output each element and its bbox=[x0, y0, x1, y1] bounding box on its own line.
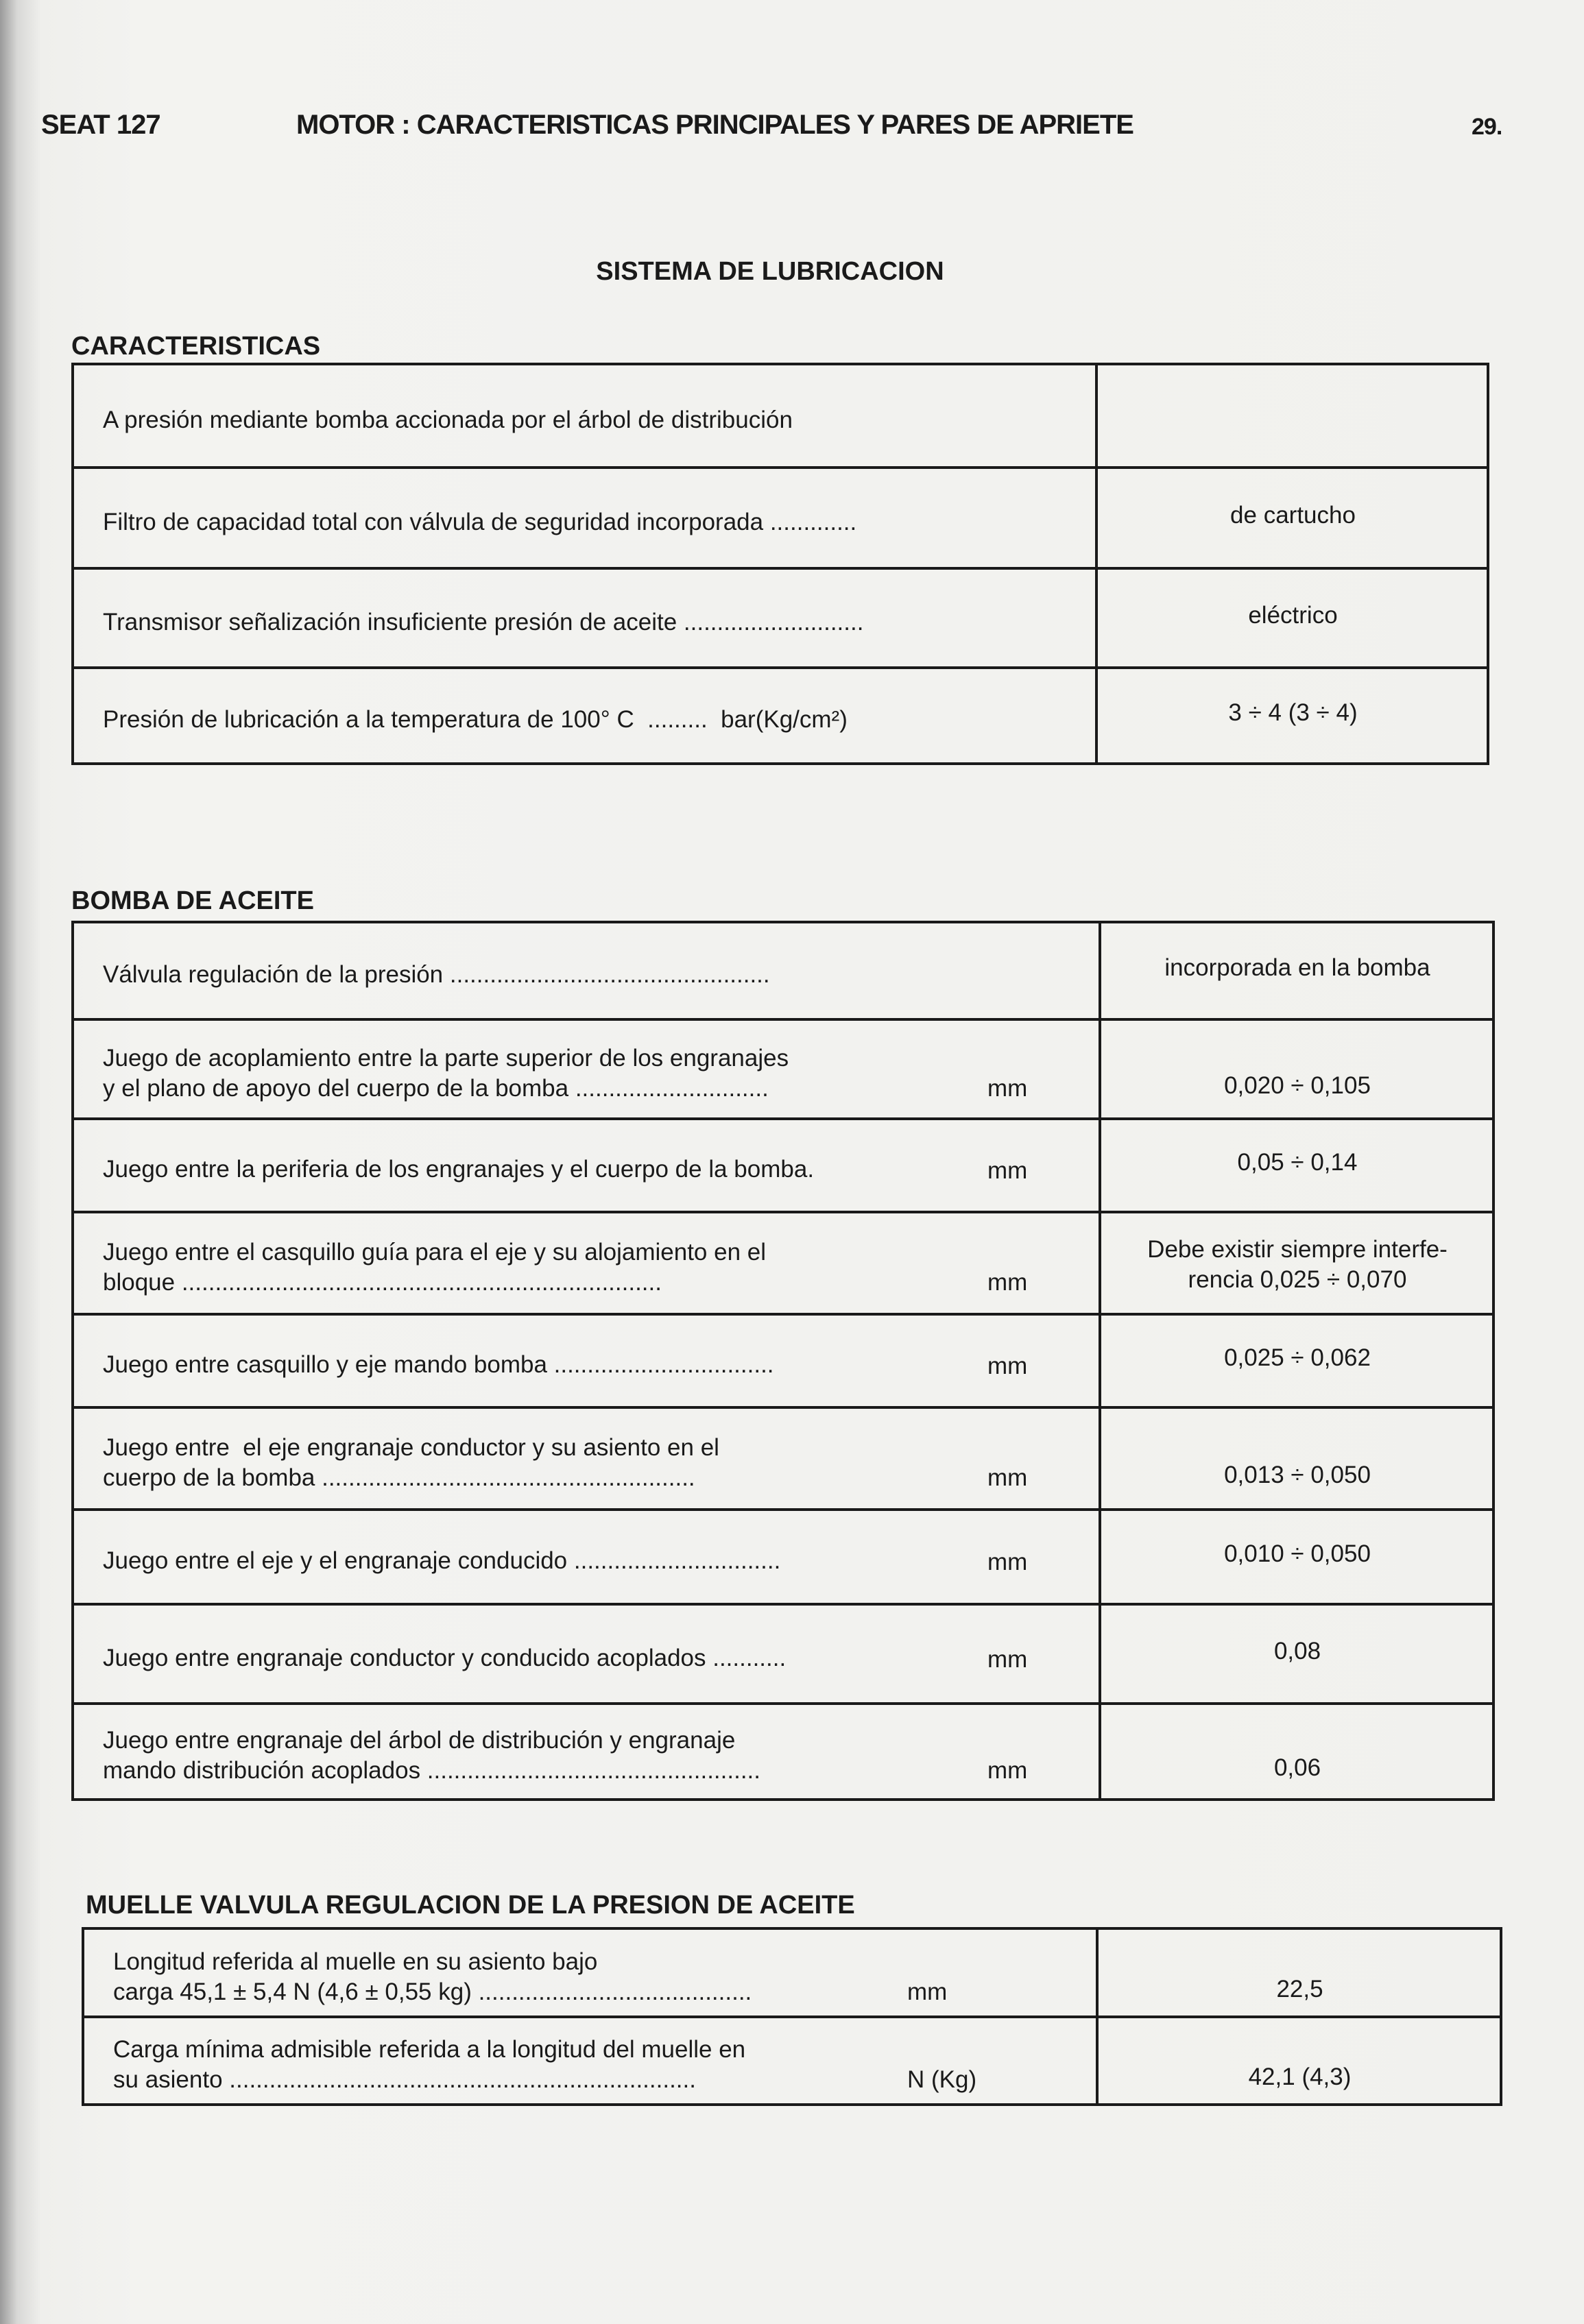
row-unit: mm bbox=[987, 1464, 1028, 1491]
row-label: Filtro de capacidad total con válvula de seguridad incorporada ............. bbox=[103, 508, 857, 535]
section-title: SISTEMA DE LUBRICACION bbox=[596, 257, 944, 286]
row-value: 0,08 bbox=[1273, 1637, 1321, 1665]
row-value: eléctrico bbox=[1248, 601, 1338, 629]
row-value: 3 ÷ 4 (3 ÷ 4) bbox=[1228, 699, 1358, 726]
table-row bbox=[74, 1511, 1492, 1606]
row-unit: mm bbox=[987, 1268, 1028, 1296]
muelle-table bbox=[82, 1927, 1502, 2106]
table-row bbox=[74, 1606, 1492, 1705]
table-row bbox=[74, 1316, 1492, 1409]
row-label: Juego de acoplamiento entre la parte superior de los engranajes y el plano de apoyo del cuerpo de la bomba ............................. bbox=[103, 1044, 789, 1102]
table-row bbox=[74, 1120, 1492, 1213]
row-label: Juego entre la periferia de los engranajes y el cuerpo de la bomba. bbox=[103, 1156, 815, 1183]
row-value: 0,013 ÷ 0,050 bbox=[1224, 1461, 1371, 1488]
bomba-table bbox=[71, 921, 1495, 1801]
row-value: 0,06 bbox=[1273, 1754, 1321, 1781]
row-unit: mm bbox=[987, 1157, 1028, 1184]
table-row bbox=[74, 669, 1487, 765]
row-value: 0,020 ÷ 0,105 bbox=[1224, 1072, 1371, 1099]
row-label: Juego entre engranaje del árbol de distribución y engranaje mando distribución acoplados .................................................. bbox=[103, 1727, 760, 1784]
row-unit: mm bbox=[987, 1757, 1028, 1784]
row-label: Juego entre el casquillo guía para el eje y su alojamiento en el bloque ........................................................................ bbox=[103, 1238, 767, 1296]
muelle-heading: MUELLE VALVULA REGULACION DE LA PRESION DE ACEITE bbox=[86, 1891, 855, 1920]
header-title: MOTOR : CARACTERISTICAS PRINCIPALES Y PARES DE APRIETE bbox=[296, 110, 1133, 140]
table-row bbox=[74, 570, 1487, 669]
row-value: 0,025 ÷ 0,062 bbox=[1224, 1344, 1371, 1371]
table-row bbox=[74, 1213, 1492, 1316]
row-label: Juego entre el eje engranaje conductor y su asiento en el cuerpo de la bomba ........................................................ bbox=[103, 1433, 719, 1491]
row-value: 42,1 (4,3) bbox=[1248, 2063, 1352, 2090]
row-label: Presión de lubricación a la temperatura de 100° C ......... bar(Kg/cm²) bbox=[103, 706, 848, 733]
row-label: A presión mediante bomba accionada por el árbol de distribución bbox=[103, 406, 793, 433]
table-row bbox=[74, 1705, 1492, 1801]
row-label: Juego entre engranaje conductor y conducido acoplados ........... bbox=[103, 1644, 787, 1671]
row-unit: mm bbox=[987, 1074, 1028, 1102]
caracteristicas-heading: CARACTERISTICAS bbox=[71, 332, 321, 361]
row-label: Transmisor señalización insuficiente presión de aceite ........................... bbox=[103, 608, 864, 636]
row-unit: mm bbox=[987, 1645, 1028, 1673]
page-number: 29. bbox=[1472, 114, 1502, 140]
table-row bbox=[84, 2018, 1500, 2106]
bomba-heading: BOMBA DE ACEITE bbox=[71, 886, 314, 915]
caracteristicas-table bbox=[71, 363, 1489, 765]
row-label: Juego entre el eje y el engranaje conducido ............................... bbox=[103, 1547, 781, 1574]
table-row bbox=[74, 923, 1492, 1021]
row-value: incorporada en la bomba bbox=[1164, 954, 1430, 981]
table-row bbox=[74, 1021, 1492, 1120]
table-row bbox=[84, 1930, 1500, 2018]
row-unit: mm bbox=[987, 1549, 1028, 1575]
row-label: Carga mínima admisible referida a la longitud del muelle en su asiento ...................................................................... bbox=[113, 2036, 746, 2093]
row-value: 0,05 ÷ 0,14 bbox=[1237, 1149, 1358, 1176]
row-value: 0,010 ÷ 0,050 bbox=[1224, 1540, 1371, 1567]
table-row bbox=[74, 1409, 1492, 1511]
row-label: Longitud referida al muelle en su asiento bajo carga 45,1 ± 5,4 N (4,6 ± 0,55 kg) ......................................... bbox=[113, 1948, 752, 2005]
row-unit: mm bbox=[907, 1978, 948, 2005]
row-unit: N (Kg) bbox=[907, 2066, 977, 2093]
table-row bbox=[74, 365, 1487, 469]
header-model: SEAT 127 bbox=[41, 110, 160, 140]
row-unit: mm bbox=[987, 1353, 1028, 1379]
row-label: Válvula regulación de la presión ................................................ bbox=[103, 961, 770, 988]
row-value: Debe existir siempre interfe- rencia 0,025 ÷ 0,070 bbox=[1147, 1235, 1448, 1293]
table-row bbox=[74, 469, 1487, 570]
row-value: 22,5 bbox=[1276, 1975, 1323, 2002]
row-label: Juego entre casquillo y eje mando bomba ................................. bbox=[103, 1351, 774, 1378]
row-value: de cartucho bbox=[1230, 501, 1356, 529]
